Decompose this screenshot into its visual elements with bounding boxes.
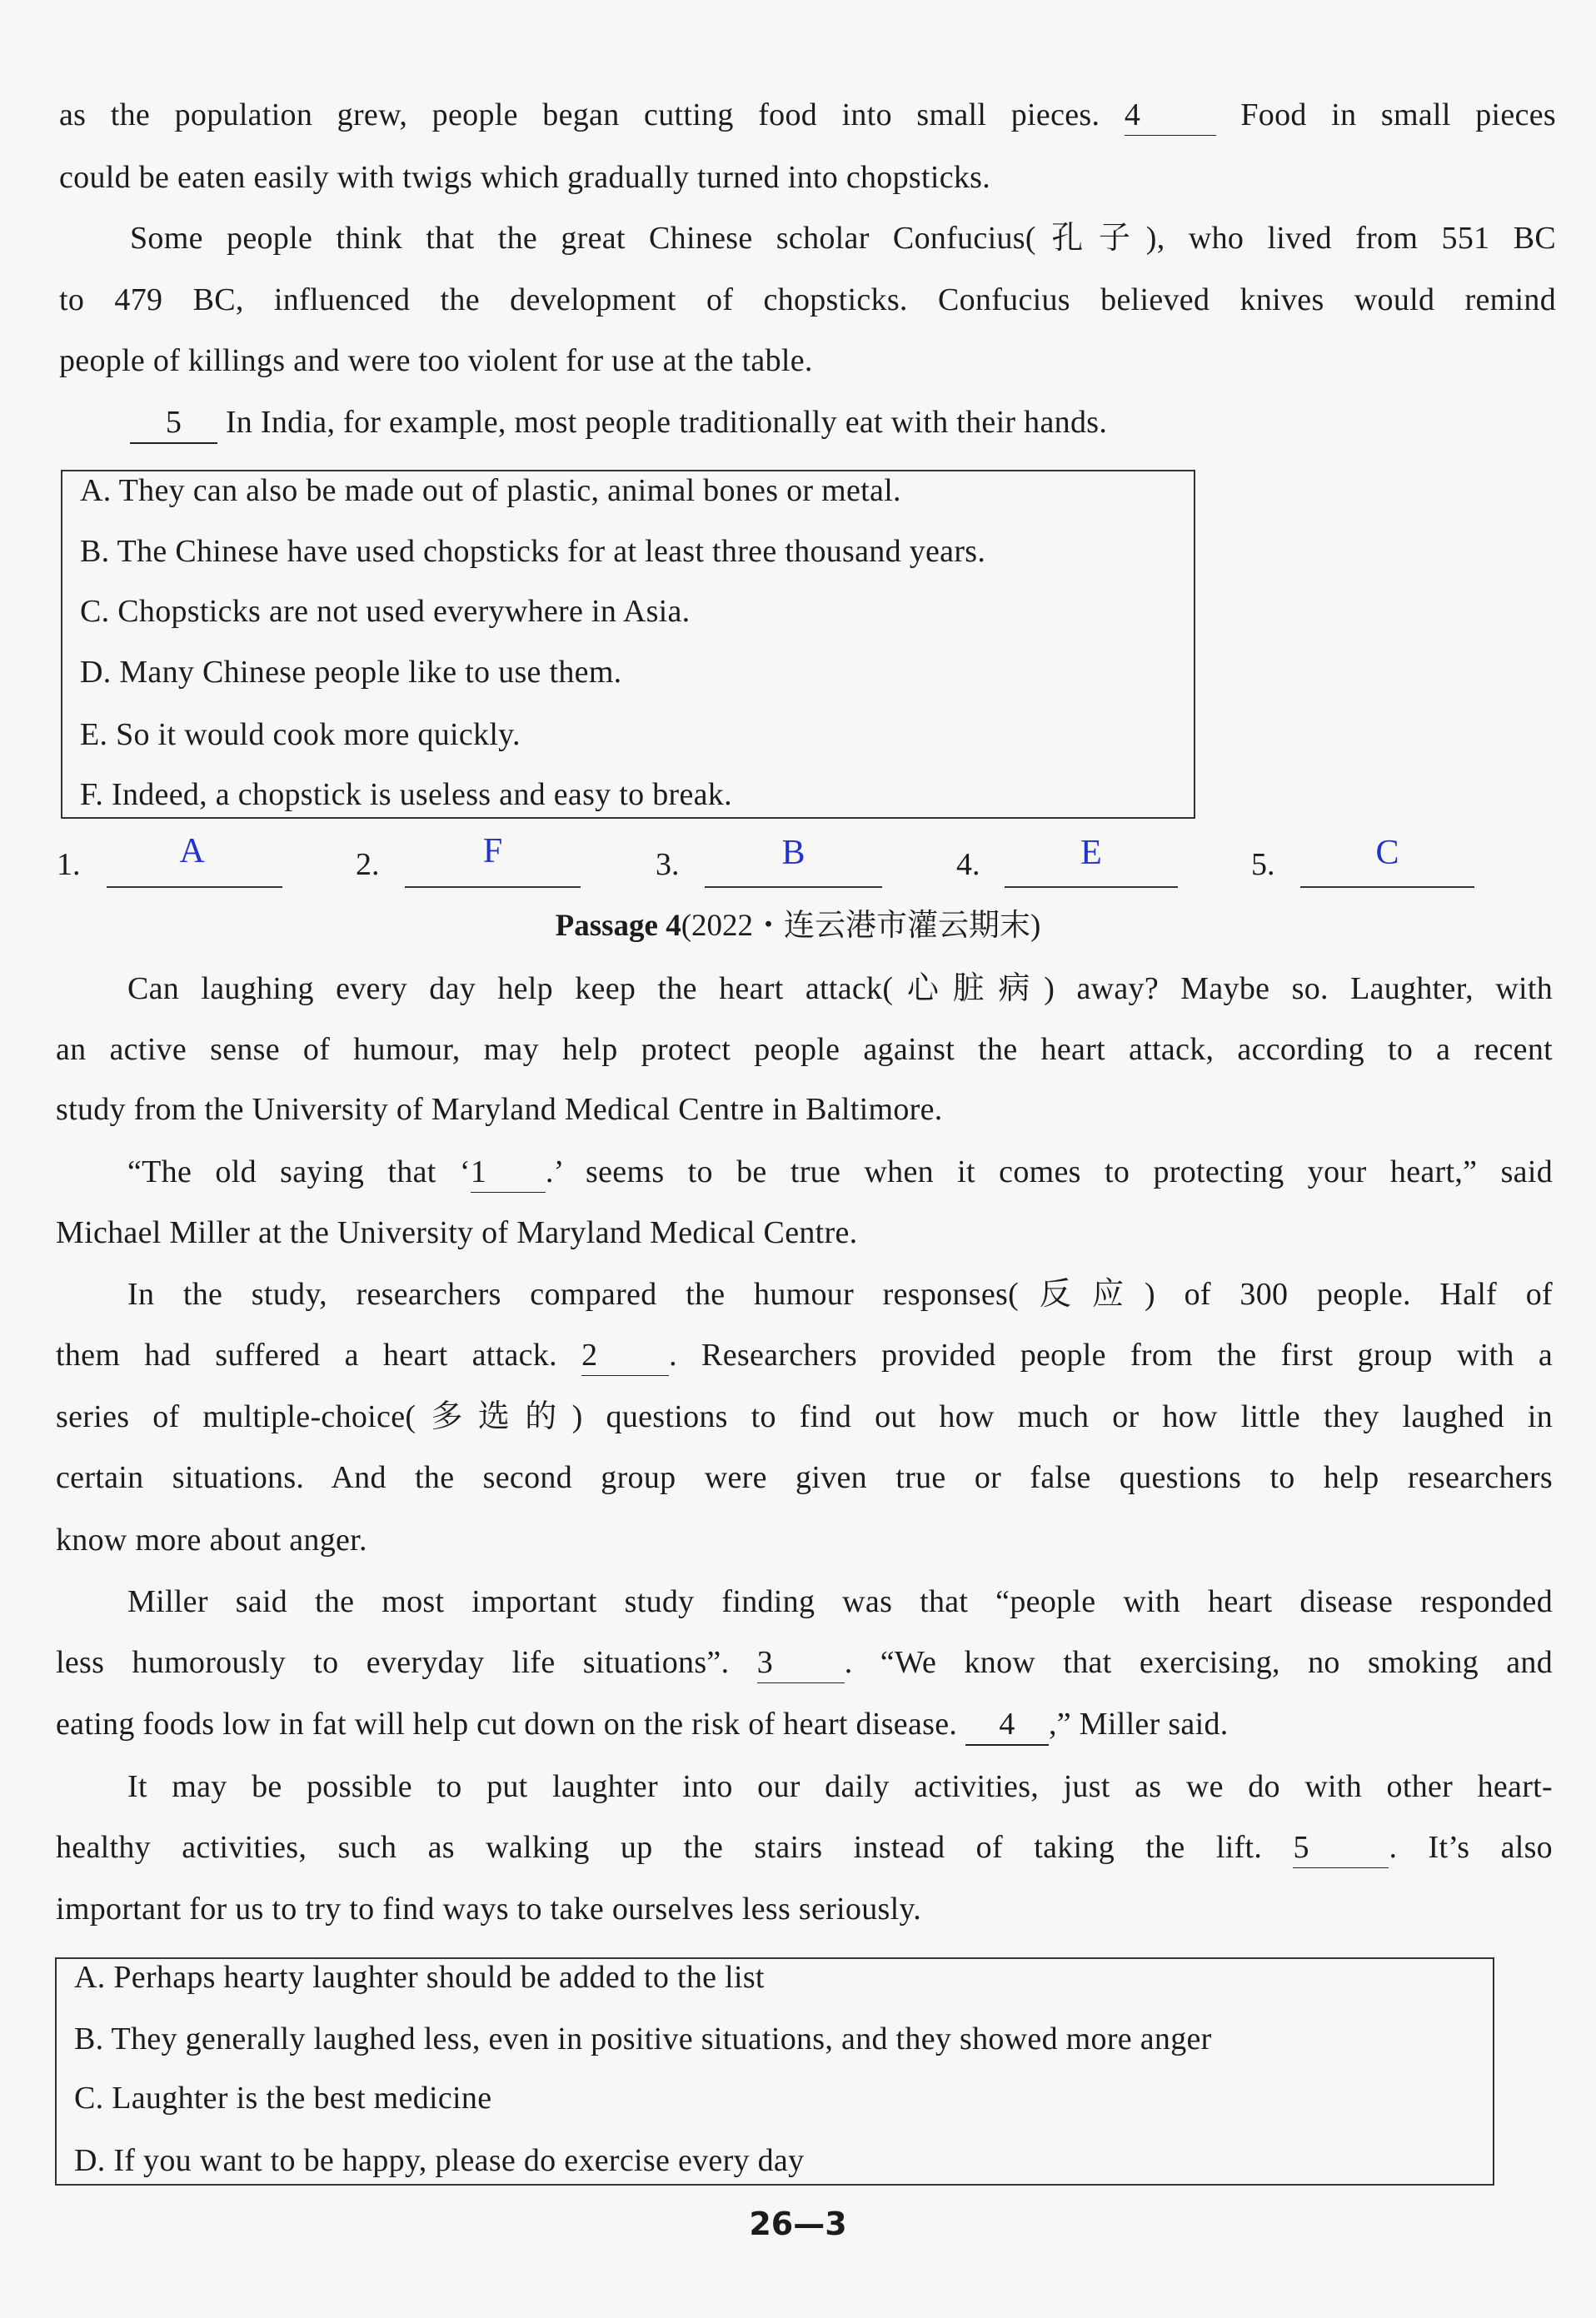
text-line [59, 279, 1556, 321]
option-d: D. Many Chinese people like to use them. [80, 655, 622, 690]
answer-label: 5. [1251, 847, 1275, 882]
blank-2: 2 [581, 1338, 669, 1376]
answer-label: 1. [57, 847, 81, 882]
text-line [127, 1581, 1553, 1623]
answer-blank [1005, 885, 1178, 888]
option-c: C. Chopsticks are not used everywhere in Asia. [80, 594, 691, 629]
text-line: could be eaten easily with twigs which gradually turned into chopsticks. [59, 160, 991, 195]
text: Can laughing every day help keep the heart attack(心脏病) away? Maybe so. Laughter, with [127, 971, 1553, 1006]
text: In India, for example, most people traditionally eat with their hands. [225, 405, 1108, 440]
blank-5: 5 [130, 406, 217, 444]
option-f: F. Indeed, a chopstick is useless and easy to break. [80, 777, 732, 812]
text: them had suffered a heart attack. [56, 1338, 557, 1373]
answer-blank [1300, 885, 1474, 888]
answer-value: C [1375, 834, 1399, 872]
answer-label: 3. [656, 847, 680, 882]
text-line [56, 1029, 1553, 1070]
text-line: people of killings and were too violent for use at the table. [59, 343, 813, 378]
answer-label: 4. [956, 847, 980, 882]
option-b: B. They generally laughed less, even in positive situations, and they showed more anger [74, 2021, 1212, 2056]
option-b: B. The Chinese have used chopsticks for at least three thousand years. [80, 534, 986, 569]
text: eating foods low in fat will help cut down on the risk of heart disease. [56, 1707, 958, 1742]
text-line: important for us to try to find ways to take ourselves less seriously. [56, 1892, 922, 1927]
text: Miller said the most important study finding was that “people with heart disease responded [127, 1584, 1553, 1619]
text-line [127, 1274, 1553, 1315]
text: healthy activities, such as walking up the stairs instead of taking the lift. [56, 1830, 1263, 1865]
text: .’ seems to be true when it comes to protecting your heart,” said [545, 1154, 1553, 1189]
passage-title [0, 905, 1596, 947]
answer-value: F [482, 832, 503, 870]
text: ,” Miller said. [1049, 1707, 1229, 1742]
text: It may be possible to put laughter into our daily activities, just as we do with other heart- [127, 1769, 1553, 1804]
text: In the study, researchers compared the humour responses(反应) of 300 people. Half of [127, 1277, 1553, 1312]
text: Food in small pieces [1240, 97, 1556, 132]
text-line [56, 1827, 1553, 1868]
text: series of multiple-choice(多选的) questions to find out how much or how little they laughed in [56, 1399, 1553, 1434]
text-line: know more about anger. [56, 1523, 367, 1558]
answer-value: E [1080, 834, 1102, 872]
blank-4: 4 [965, 1707, 1049, 1746]
answer-label: 2. [356, 847, 380, 882]
text-line [56, 1334, 1553, 1376]
option-e: E. So it would cook more quickly. [80, 717, 521, 752]
option-c: C. Laughter is the best medicine [74, 2081, 492, 2116]
text: an active sense of humour, may help protect people against the heart attack, according to a recent [56, 1032, 1553, 1067]
blank-1: 1 [471, 1155, 546, 1193]
page-number: 26—3 [749, 2206, 847, 2242]
text-line [56, 1457, 1553, 1498]
answer-blank [405, 885, 581, 888]
option-a: A. They can also be made out of plastic, animal bones or metal. [80, 473, 901, 508]
text: to 479 BC, influenced the development of chopsticks. Confucius believed knives would remind [59, 282, 1556, 317]
blank-4: 4 [1125, 98, 1216, 136]
title-source: (2022・连云港市灌云期末) [681, 909, 1041, 943]
text: less humorously to everyday life situations”. [56, 1645, 730, 1680]
answer-value: B [781, 834, 805, 872]
option-a: A. Perhaps hearty laughter should be added to the list [74, 1960, 765, 1995]
text-line [127, 968, 1553, 1009]
answer-blank [705, 885, 882, 888]
text: as the population grew, people began cutting food into small pieces. [59, 97, 1100, 132]
text: . “We know that exercising, no smoking and [844, 1645, 1553, 1680]
text: Some people think that the great Chinese scholar Confucius(孔子), who lived from 551 BC [130, 221, 1556, 256]
text-line [127, 1766, 1553, 1807]
answer-blank [107, 885, 282, 888]
text-line: Michael Miller at the University of Maryland Medical Centre. [56, 1215, 858, 1250]
options-box [61, 470, 1195, 819]
text-line [130, 401, 1107, 443]
answer-value: A [179, 832, 205, 870]
text-line [56, 1642, 1553, 1683]
text-line [56, 1396, 1553, 1438]
text: . Researchers provided people from the first group with a [669, 1338, 1553, 1373]
text-line [56, 1703, 1229, 1745]
blank-5: 5 [1293, 1831, 1389, 1868]
text: certain situations. And the second group were given true or false questions to help researchers [56, 1460, 1553, 1495]
text: . It’s also [1389, 1830, 1553, 1865]
title-text: Passage 4 [555, 909, 681, 943]
text-line [130, 217, 1556, 259]
blank-3: 3 [757, 1646, 845, 1683]
text: “The old saying that ‘ [127, 1154, 471, 1189]
text-line [59, 94, 1556, 136]
text-line: study from the University of Maryland Medical Centre in Baltimore. [56, 1092, 943, 1127]
text-line [127, 1151, 1553, 1193]
option-d: D. If you want to be happy, please do exercise every day [74, 2143, 805, 2178]
